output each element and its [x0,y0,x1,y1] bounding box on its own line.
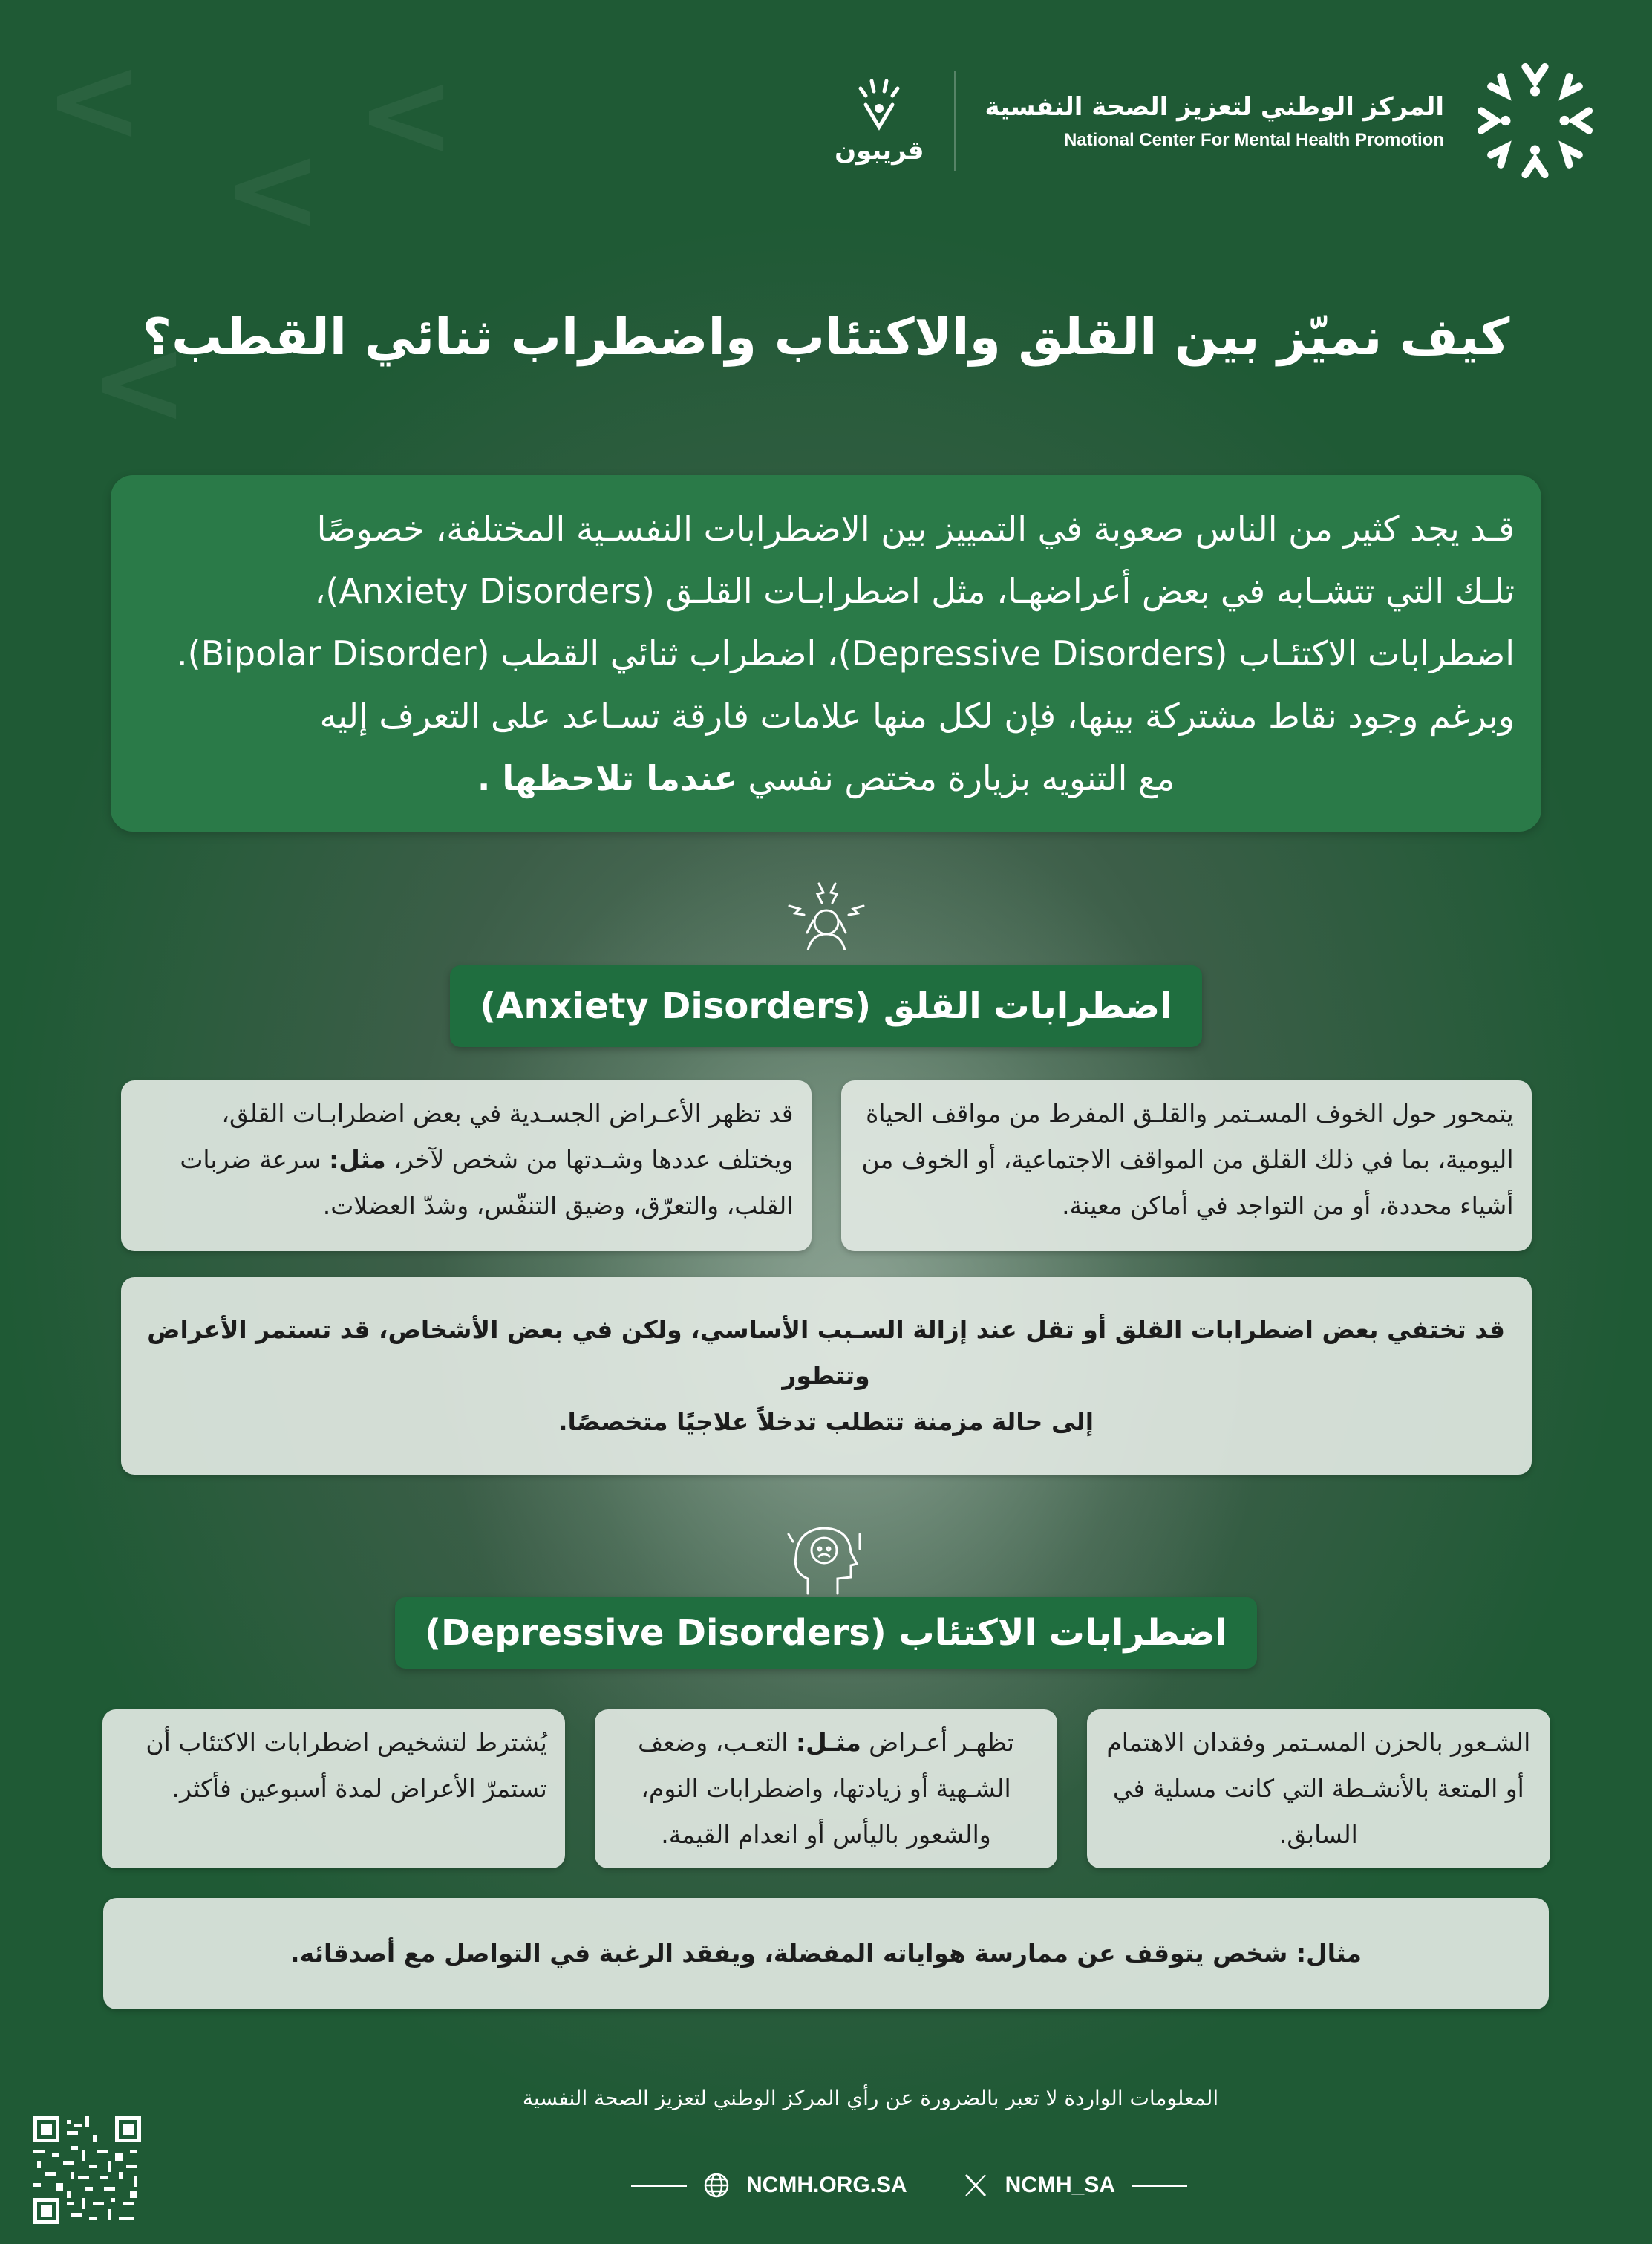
intro-line: تلـك التي تتشـابه في بعض أعراضهـا، مثل اضطرابـات القلـق (Anxiety Disorders)، [314,571,1515,611]
depressed-head-icon [786,1519,867,1597]
depressive-cards [102,1709,1550,1868]
qariboon-logo-icon [849,75,909,134]
intro-line: اضطرابات الاكتئـاب (Depressive Disorders)، اضطراب ثنائي القطب (Bipolar Disorder). [177,633,1515,673]
footer-rule [631,2185,687,2187]
org-name-ar: المركز الوطني لتعزيز الصحة النفسية [985,91,1444,122]
decor-mark: < [45,30,145,169]
card-text: التعـب، وضعف الشـهية أو زيادتها، واضطرابات النوم، والشعور باليأس أو انعدام القيمة. [638,1728,1011,1849]
x-handle-link[interactable]: NCMH_SA [1005,2173,1116,2197]
note-line: قد تختفي بعض اضطرابات القلق أو تقل عند إزالة السـبب الأساسي، ولكن في بعض الأشخاص، قد تستمر الأعراض وتتطور [147,1315,1505,1390]
note-line: إلى حالة مزمنة تتطلب تدخلاً علاجيًا متخصصًا. [558,1407,1094,1436]
card-text: تظهـر أعـراض [861,1728,1014,1757]
card-text: سرعة ضربات القلب، والتعرّق، وضيق التنفّس، وشدّ العضلات. [180,1145,794,1220]
example-text: مثال: شخص يتوقف عن ممارسة هواياته المفضلة، ويفقد الرغبة في التواصل مع أصدقائه. [290,1939,1362,1968]
org-name-en: National Center For Mental Health Promotion [1063,129,1444,150]
intro-box [111,475,1541,832]
anxiety-heading: اضطرابات القلق (Anxiety Disorders) [450,965,1201,1047]
anxiety-card-symptoms [121,1080,812,1251]
intro-line: قـد يجد كثير من الناس صعوبة في التمييز بين الاضطرابات النفسـية المختلفة، خصوصًا [316,509,1515,549]
main-content [0,304,1652,2113]
qr-code-icon[interactable] [33,2116,141,2224]
header-divider [954,71,956,171]
decor-mark: < [89,312,189,451]
anxiety-card-definition: يتمحور حول الخوف المسـتمر والقلـق المفرط من مواقف الحياة اليومية، بما في ذلك القلق من المواقف الاجتماعية، أو الخوف من أشياء محددة، أو من التواجد في أماكن معينة. [841,1080,1532,1251]
depressive-heading: اضطرابات الاكتئاب (Depressive Disorders) [395,1597,1257,1669]
intro-line [137,747,1515,809]
card-text: قد تظهر الأعـراض الجسـدية في بعض اضطرابـات القلق، ويختلف عددها وشـدتها من شخص لآخر، [221,1099,794,1174]
ncmh-emblem-icon [1474,59,1596,182]
anxiety-cards [121,1080,1532,1251]
org-name [985,91,1445,151]
depressive-card-symptoms [595,1709,1057,1868]
card-emphasis: مثل: [329,1145,386,1174]
anxiety-note-card [121,1277,1532,1475]
header [835,59,1596,182]
decor-mark: < [223,119,323,258]
footer-links [631,2172,1187,2199]
decor-mark: < [356,45,457,183]
card-emphasis: مثـل: [795,1728,861,1757]
intro-emphasis: عندما تلاحظها . [477,758,737,798]
footer-rule [1132,2185,1187,2187]
qariboon-logo [835,75,924,167]
anxious-person-icon [774,876,878,950]
globe-icon [703,2172,730,2199]
x-logo-icon [962,2172,989,2199]
disclaimer: المعلومات الواردة لا تعبر بالضرورة عن رأي المركز الوطني لتعزيز الصحة النفسية [522,2086,1219,2110]
depressive-example-card [103,1898,1549,2009]
intro-text: مع التنويه بزيارة مختص نفسي [737,758,1175,798]
depressive-card-diagnosis: يُشترط لتشخيص اضطرابات الاكتئاب أن تستمرّ الأعراض لمدة أسبوعين فأكثر. [102,1709,565,1868]
page-title: كيف نميّز بين القلق والاكتئاب واضطراب ثنائي القطب؟ [142,308,1510,367]
intro-line: وبرغم وجود نقاط مشتركة بينها، فإن لكل منها علامات فارقة تسـاعد على التعرف إليه [319,696,1515,736]
depressive-card-definition: الشـعور بالحزن المسـتمر وفقدان الاهتمام أو المتعة بالأنشـطة التي كانت مسلية في السابق. [1087,1709,1550,1868]
website-link[interactable]: NCMH.ORG.SA [746,2173,907,2197]
qariboon-logo-text: قريبون [835,135,924,166]
